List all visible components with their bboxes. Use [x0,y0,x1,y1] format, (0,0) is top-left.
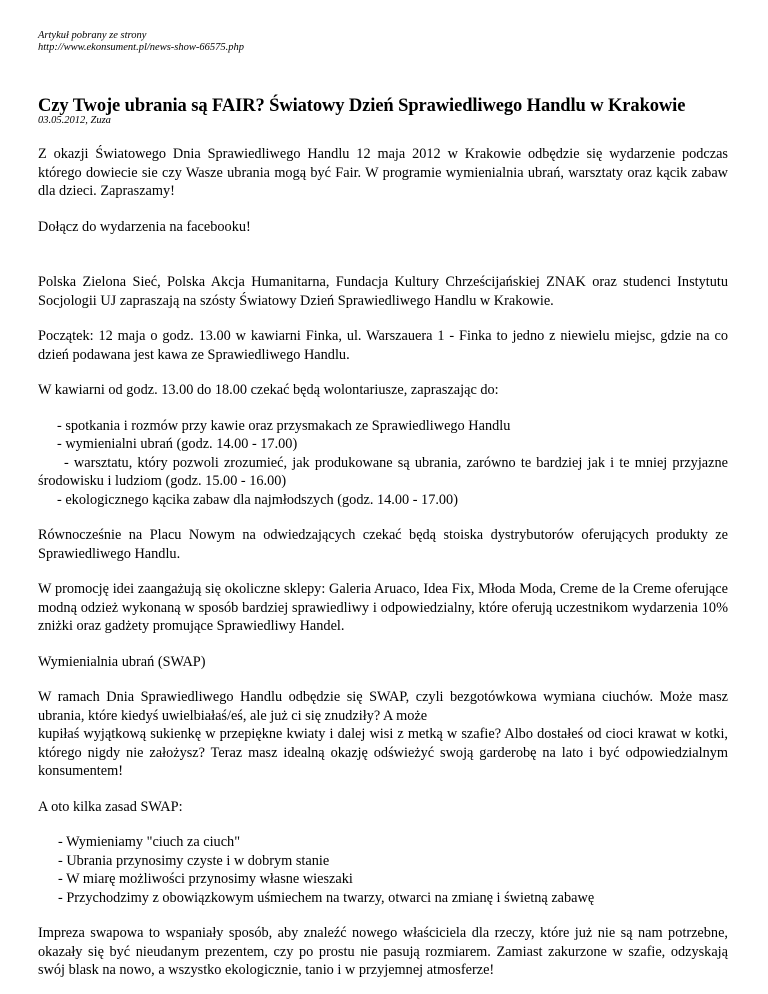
swap-paragraph-1: W ramach Dnia Sprawiedliwego Handlu odbędzie się SWAP, czyli bezgotówkowa wymiana ciuchów. Może masz ubrania, które kiedyś uwielbiałaś/eś, ale już ci się znudziły? A może [38,689,728,724]
article-title: Czy Twoje ubrania są FAIR? Światowy Dzień Sprawiedliwego Handlu w Krakowie [38,96,686,116]
plac-nowy-paragraph: Równocześnie na Placu Nowym na odwiedzających czekać będą stoiska dystrybutorów oferujących produkty ze Sprawiedliwego Handlu. [38,527,728,562]
program-item: - ekologicznego kącika zabaw dla najmłodszych (godz. 14.00 - 17.00) [57,491,458,508]
rule-item: - Wymieniamy "ciuch za ciuch" [58,834,241,850]
volunteers-paragraph: W kawiarni od godz. 13.00 do 18.00 czekać będą wolontariusze, zapraszając do: [38,382,499,398]
shops-paragraph: W promocję idei zaangażują się okoliczne sklepy: Galeria Aruaco, Idea Fix, Młoda Moda, Creme de la Creme oferujące modną odzież wykonaną w sposób bardziej sprawiedliwy i odpowiedzialny, które oferują uczestnikom wydarzenia 10% zniżki oraz gadżety promujące Sprawiedliwy Handel. [38,581,728,634]
rules-list [38,833,728,907]
program-item: - warsztatu, który pozwoli zrozumieć, jak produkowane są ubrania, zarówno te bardziej jak i te mniej przyjazne środowisku i ludziom (godz. 15.00 - 16.00) [38,454,728,489]
rule-item: - Przychodzimy z obowiązkowym uśmiechem na twarzy, otwarci na zmianę i świetną zabawę [58,889,595,906]
rule-item: - Ubrania przynosimy czyste i w dobrym stanie [58,852,330,869]
program-list [38,417,728,510]
closing-paragraph: Impreza swapowa to wspaniały sposób, aby znaleźć nowego właściciela dla rzeczy, które już nie są nam potrzebne, okazały się być nieudanym prezentem, czy po prostu nie pasują rozmiarem. Zamiast zakurzone w szafie, odzyskają swój blask na nowo, a wszystko ekologicznie, tanio i w przyjemnej atmosferze! [38,925,728,978]
program-item: - spotkania i rozmów przy kawie oraz przysmakach ze Sprawiedliwego Handlu [57,417,511,434]
start-paragraph: Początek: 12 maja o godz. 13.00 w kawiarni Finka, ul. Warszauera 1 - Finka to jedno z niewielu miejsc, gdzie na co dzień podawana jest kawa ze Sprawiedliwego Handlu. [38,328,728,363]
article-byline: 03.05.2012, Zuza [38,115,111,126]
swap-heading: Wymienialnia ubrań (SWAP) [38,653,206,670]
intro-paragraph: Z okazji Światowego Dnia Sprawiedliwego Handlu 12 maja 2012 w Krakowie odbędzie się wydarzenie podczas którego dowiecie sie czy Wasze ubrania mogą być Fair. W programie wymienialnia ubrań, warsztaty oraz kącik zabaw dla dzieci. Zapraszamy! [38,146,728,199]
rule-item: - W miarę możliwości przynosimy własne wieszaki [58,871,353,887]
organizers-paragraph: Polska Zielona Sieć, Polska Akcja Humanitarna, Fundacja Kultury Chrześcijańskiej ZNAK oraz studenci Instytutu Socjologii UJ zapraszają na szósty Światowy Dzień Sprawiedliwego Handlu w Krakowie. [38,274,728,309]
program-item: - wymienialni ubrań (godz. 14.00 - 17.00) [57,436,298,452]
facebook-paragraph: Dołącz do wydarzenia na facebooku! [38,218,251,235]
source-note [38,30,728,54]
swap-paragraph-2: kupiłaś wyjątkową sukienkę w przepiękne kwiaty i dalej wisi z metką w szafie? Albo dostałeś od cioci krawat w kotki, którego nigdy nie założysz? Teraz masz idealną okazję odświeżyć swoją garderobę na lato i być odpowiedzialnym konsumentem! [38,726,728,779]
rules-heading: A oto kilka zasad SWAP: [38,798,183,815]
source-url: http://www.ekonsument.pl/news-show-66575.php [38,42,245,53]
source-label: Artykuł pobrany ze strony [38,30,147,41]
document-page [38,30,728,980]
